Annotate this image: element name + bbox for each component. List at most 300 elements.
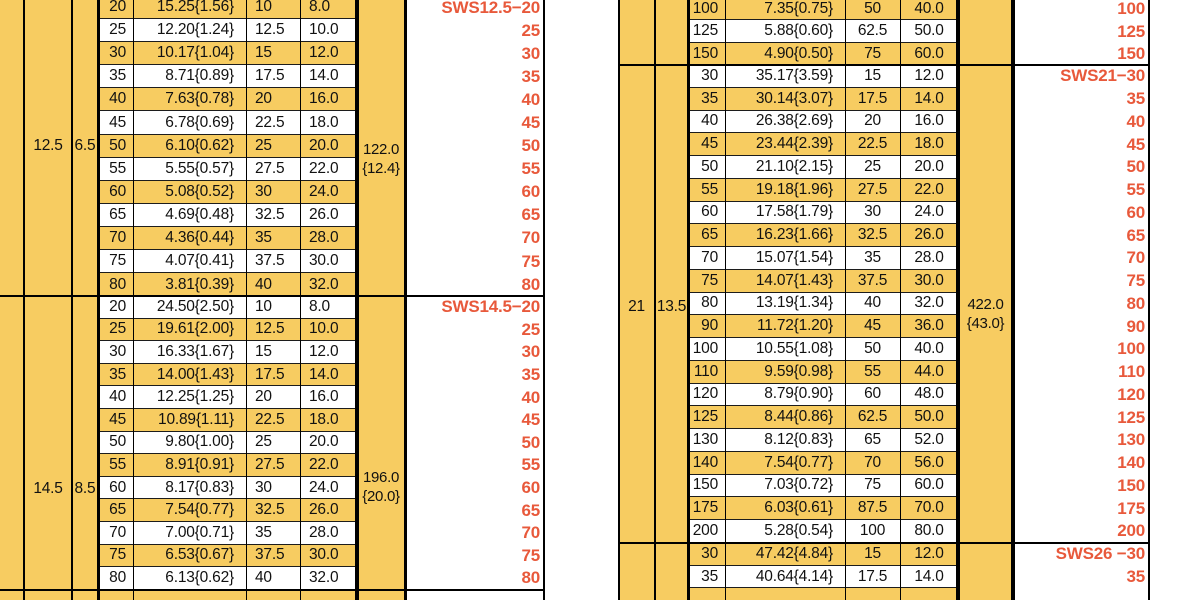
defl-cell: 37.5 (246, 545, 300, 568)
travel-cell: 22.0 (300, 158, 357, 181)
load-cell: 6.53{0.67} (133, 545, 246, 568)
len-cell: 55 (98, 158, 133, 181)
column-border-line (23, 0, 25, 600)
defl-cell: 65 (845, 429, 900, 452)
travel-cell: 20.0 (300, 135, 357, 158)
travel-cell: 56.0 (900, 452, 958, 475)
load-cell (725, 588, 845, 600)
travel-cell: 30.0 (900, 270, 958, 293)
travel-cell: 40.0 (900, 0, 958, 20)
travel-cell: 14.0 (300, 364, 357, 387)
load-cell: 6.10{0.62} (133, 135, 246, 158)
len-cell (98, 590, 133, 600)
travel-cell: 32.0 (900, 293, 958, 316)
load-cell: 4.69{0.48} (133, 204, 246, 227)
load-cell: 35.17{3.59} (725, 65, 845, 88)
defl-cell: 12.5 (246, 19, 300, 42)
part-number-cell: 150 (1013, 43, 1150, 65)
len-cell: 75 (98, 250, 133, 273)
part-number-cell: SWS26 −30 (1013, 543, 1150, 566)
len-cell: 35 (98, 65, 133, 88)
dia-cell (618, 543, 655, 600)
defl-cell (246, 590, 300, 600)
len-cell: 55 (688, 179, 725, 202)
defl-cell: 35 (845, 247, 900, 270)
load-cell: 40.64{4.14} (725, 566, 845, 589)
hole-value: 8.5 (74, 480, 96, 498)
part-number-cell: 150 (1013, 475, 1150, 498)
defl-cell: 25 (246, 432, 300, 455)
load-cell: 8.91{0.91} (133, 454, 246, 477)
len-cell (688, 588, 725, 600)
filler-cell (0, 296, 24, 590)
travel-cell: 50.0 (900, 406, 958, 429)
section-boundary-line (0, 295, 545, 298)
load-cell: 5.55{0.57} (133, 158, 246, 181)
part-number-cell: 55 (405, 454, 545, 477)
defl-cell: 15 (246, 42, 300, 65)
load-cell: 4.90{0.50} (725, 43, 845, 65)
table-section (0, 0, 545, 296)
part-number-cell: 50 (405, 135, 545, 158)
defl-cell (845, 588, 900, 600)
defl-cell: 27.5 (845, 179, 900, 202)
defl-cell: 27.5 (246, 158, 300, 181)
travel-cell: 28.0 (300, 227, 357, 250)
len-cell: 60 (98, 477, 133, 500)
travel-cell: 22.0 (300, 454, 357, 477)
part-number-cell: 125 (1013, 20, 1150, 42)
load-cell: 7.54{0.77} (725, 452, 845, 475)
load-cell: 10.55{1.08} (725, 338, 845, 361)
dia-value: 12.5 (33, 136, 63, 154)
travel-cell: 18.0 (300, 111, 357, 134)
part-number-cell: 80 (405, 273, 545, 296)
load-cell: 6.03{0.61} (725, 497, 845, 520)
load-cell: 8.17{0.83} (133, 477, 246, 500)
defl-cell: 50 (845, 0, 900, 20)
travel-cell: 22.0 (900, 179, 958, 202)
travel-cell: 8.0 (300, 0, 357, 19)
column-border-line (71, 0, 73, 600)
defl-cell: 75 (845, 475, 900, 498)
len-cell: 65 (98, 204, 133, 227)
part-number-cell: SWS12.5−20 (405, 0, 545, 19)
defl-cell: 30 (246, 181, 300, 204)
len-cell: 65 (688, 224, 725, 247)
dia-cell (24, 296, 72, 590)
travel-cell: 26.0 (900, 224, 958, 247)
part-number-cell (405, 590, 545, 600)
rate-kgf: {12.4} (362, 160, 400, 178)
defl-cell: 27.5 (246, 454, 300, 477)
len-cell: 100 (688, 338, 725, 361)
len-cell: 80 (98, 567, 133, 590)
travel-cell: 20.0 (300, 432, 357, 455)
load-cell: 8.44{0.86} (725, 406, 845, 429)
part-number-cell: 75 (1013, 270, 1150, 293)
load-cell: 7.54{0.77} (133, 499, 246, 522)
load-cell: 8.79{0.90} (725, 384, 845, 407)
table-section (618, 543, 1150, 600)
rate-cell (357, 590, 405, 600)
defl-cell: 20 (246, 88, 300, 111)
len-cell: 80 (688, 293, 725, 316)
len-cell: 55 (98, 454, 133, 477)
travel-cell: 12.0 (300, 341, 357, 364)
part-number-cell: 55 (1013, 179, 1150, 202)
part-number-cell: 70 (405, 522, 545, 545)
defl-cell: 32.5 (246, 204, 300, 227)
table-section (0, 590, 545, 600)
len-cell: 125 (688, 20, 725, 42)
travel-cell: 14.0 (900, 566, 958, 589)
part-number-cell: 90 (1013, 315, 1150, 338)
defl-cell: 10 (246, 0, 300, 19)
column-border-line (1148, 0, 1151, 600)
rate-newton: 422.0 (967, 296, 1004, 314)
len-cell: 60 (688, 202, 725, 225)
len-cell: 25 (98, 19, 133, 42)
load-cell: 15.25{1.56} (133, 0, 246, 19)
travel-cell: 50.0 (900, 20, 958, 42)
defl-cell: 75 (845, 43, 900, 65)
filler-cell (0, 0, 24, 296)
spec-table-right (618, 0, 1150, 600)
part-number-cell: 175 (1013, 497, 1150, 520)
len-cell: 200 (688, 520, 725, 543)
part-number-cell: 65 (1013, 224, 1150, 247)
load-rate-value (362, 469, 399, 507)
spec-table-left (0, 0, 545, 600)
len-cell: 150 (688, 43, 725, 65)
len-cell: 125 (688, 406, 725, 429)
travel-cell (300, 590, 357, 600)
defl-cell: 15 (845, 65, 900, 88)
part-number-cell: 40 (405, 386, 545, 409)
defl-cell: 17.5 (845, 88, 900, 111)
len-cell: 130 (688, 429, 725, 452)
travel-cell: 26.0 (300, 499, 357, 522)
rate-cell (357, 0, 405, 296)
len-cell: 70 (98, 522, 133, 545)
part-number-cell: 50 (405, 432, 545, 455)
column-border-line (956, 0, 961, 600)
load-cell: 6.78{0.69} (133, 111, 246, 134)
rate-kgf: {20.0} (362, 487, 400, 505)
defl-cell: 17.5 (246, 65, 300, 88)
travel-cell: 14.0 (900, 88, 958, 111)
part-number-cell: 65 (405, 204, 545, 227)
load-cell: 12.25{1.25} (133, 386, 246, 409)
load-cell: 16.33{1.67} (133, 341, 246, 364)
travel-cell: 26.0 (300, 204, 357, 227)
hole-cell (655, 65, 688, 543)
defl-cell: 17.5 (246, 364, 300, 387)
load-cell: 47.42{4.84} (725, 543, 845, 566)
defl-cell: 10 (246, 296, 300, 319)
load-cell: 15.07{1.54} (725, 247, 845, 270)
part-number-cell: 125 (1013, 406, 1150, 429)
defl-cell: 32.5 (845, 224, 900, 247)
part-number-cell: 130 (1013, 429, 1150, 452)
load-cell: 14.07{1.43} (725, 270, 845, 293)
part-number-cell: 35 (1013, 88, 1150, 111)
part-number-cell: 120 (1013, 384, 1150, 407)
dia-value: 21 (628, 298, 645, 316)
part-number-cell: 65 (405, 499, 545, 522)
defl-cell: 25 (845, 156, 900, 179)
len-cell: 150 (688, 475, 725, 498)
load-cell: 7.35{0.75} (725, 0, 845, 20)
rate-cell (357, 296, 405, 590)
load-cell: 3.81{0.39} (133, 273, 246, 296)
load-cell: 8.12{0.83} (725, 429, 845, 452)
len-cell: 50 (98, 135, 133, 158)
travel-cell: 32.0 (300, 273, 357, 296)
defl-cell: 37.5 (246, 250, 300, 273)
defl-cell: 25 (246, 135, 300, 158)
rate-newton: 196.0 (362, 469, 400, 487)
defl-cell: 20 (845, 111, 900, 134)
defl-cell: 40 (246, 567, 300, 590)
load-cell: 9.59{0.98} (725, 361, 845, 384)
travel-cell: 24.0 (900, 202, 958, 225)
load-rate-value (967, 296, 1004, 334)
len-cell: 20 (98, 0, 133, 19)
defl-cell: 15 (845, 543, 900, 566)
part-number-cell: 100 (1013, 0, 1150, 20)
defl-cell: 20 (246, 386, 300, 409)
load-cell: 26.38{2.69} (725, 111, 845, 134)
load-cell: 7.00{0.71} (133, 522, 246, 545)
dia-cell (24, 590, 72, 600)
load-cell: 21.10{2.15} (725, 156, 845, 179)
part-number-cell: 60 (405, 477, 545, 500)
defl-cell: 62.5 (845, 20, 900, 42)
part-number-cell: SWS21−30 (1013, 65, 1150, 88)
len-cell: 110 (688, 361, 725, 384)
table-section (618, 65, 1150, 543)
column-border-line (97, 0, 100, 600)
table-section (618, 0, 1150, 65)
len-cell: 40 (688, 111, 725, 134)
defl-cell: 22.5 (246, 409, 300, 432)
defl-cell: 30 (246, 477, 300, 500)
column-border-line (725, 0, 726, 600)
load-cell (133, 590, 246, 600)
travel-cell: 10.0 (300, 19, 357, 42)
len-cell: 40 (98, 88, 133, 111)
defl-cell: 45 (845, 315, 900, 338)
load-rate-value (362, 141, 399, 179)
travel-cell: 36.0 (900, 315, 958, 338)
section-boundary-line (0, 589, 545, 592)
len-cell: 20 (98, 296, 133, 319)
load-cell: 7.03{0.72} (725, 475, 845, 498)
travel-cell: 20.0 (900, 156, 958, 179)
part-number-cell: 40 (405, 88, 545, 111)
part-number-cell: 45 (405, 111, 545, 134)
hole-value: 13.5 (656, 298, 687, 316)
load-cell: 16.23{1.66} (725, 224, 845, 247)
travel-cell: 14.0 (300, 65, 357, 88)
travel-cell: 12.0 (900, 543, 958, 566)
part-number-cell: 70 (1013, 247, 1150, 270)
defl-cell: 32.5 (246, 499, 300, 522)
defl-cell: 35 (246, 227, 300, 250)
load-cell: 10.89{1.11} (133, 409, 246, 432)
travel-cell: 48.0 (900, 384, 958, 407)
part-number-cell: SWS14.5−20 (405, 296, 545, 319)
len-cell: 35 (688, 566, 725, 589)
column-border-line (900, 0, 901, 600)
part-number-cell: 80 (405, 567, 545, 590)
column-border-line (246, 0, 247, 600)
len-cell: 70 (688, 247, 725, 270)
len-cell: 70 (98, 227, 133, 250)
load-cell: 9.80{1.00} (133, 432, 246, 455)
hole-cell (655, 543, 688, 600)
defl-cell: 15 (246, 341, 300, 364)
len-cell: 80 (98, 273, 133, 296)
column-border-line (404, 0, 407, 600)
column-border-line (618, 0, 620, 600)
defl-cell: 22.5 (845, 133, 900, 156)
load-cell: 19.61{2.00} (133, 319, 246, 342)
travel-cell: 12.0 (900, 65, 958, 88)
len-cell: 65 (98, 499, 133, 522)
section-boundary-line (618, 542, 1150, 545)
len-cell: 45 (688, 133, 725, 156)
part-number-cell: 35 (1013, 566, 1150, 589)
defl-cell: 100 (845, 520, 900, 543)
len-cell: 45 (98, 409, 133, 432)
len-cell: 60 (98, 181, 133, 204)
column-border-line (355, 0, 360, 600)
len-cell: 90 (688, 315, 725, 338)
dia-value: 14.5 (33, 480, 63, 498)
part-number-cell: 110 (1013, 361, 1150, 384)
len-cell: 30 (688, 543, 725, 566)
part-number-cell: 100 (1013, 338, 1150, 361)
load-cell: 4.07{0.41} (133, 250, 246, 273)
travel-cell: 32.0 (300, 567, 357, 590)
defl-cell: 35 (246, 522, 300, 545)
dia-cell (618, 65, 655, 543)
part-number-cell: 30 (405, 42, 545, 65)
load-cell: 30.14{3.07} (725, 88, 845, 111)
column-border-line (845, 0, 846, 600)
rate-newton: 122.0 (362, 141, 400, 159)
travel-cell: 18.0 (900, 133, 958, 156)
defl-cell: 37.5 (845, 270, 900, 293)
len-cell: 25 (98, 319, 133, 342)
travel-cell: 10.0 (300, 319, 357, 342)
defl-cell: 40 (246, 273, 300, 296)
column-border-line (687, 0, 690, 600)
travel-cell: 30.0 (300, 545, 357, 568)
part-number-cell: 55 (405, 158, 545, 181)
part-number-cell: 70 (405, 227, 545, 250)
part-number-cell (1013, 588, 1150, 600)
travel-cell: 80.0 (900, 520, 958, 543)
defl-cell: 30 (845, 202, 900, 225)
rate-cell (958, 0, 1013, 65)
defl-cell: 70 (845, 452, 900, 475)
defl-cell: 50 (845, 338, 900, 361)
part-number-cell: 60 (405, 181, 545, 204)
part-number-cell: 75 (405, 250, 545, 273)
part-number-cell: 140 (1013, 452, 1150, 475)
travel-cell: 60.0 (900, 43, 958, 65)
part-number-cell: 75 (405, 545, 545, 568)
travel-cell: 60.0 (900, 475, 958, 498)
part-number-cell: 80 (1013, 293, 1150, 316)
load-cell: 5.88{0.60} (725, 20, 845, 42)
len-cell: 75 (688, 270, 725, 293)
len-cell: 35 (98, 364, 133, 387)
column-border-line (1011, 0, 1016, 600)
len-cell: 30 (98, 341, 133, 364)
defl-cell: 12.5 (246, 319, 300, 342)
len-cell: 50 (98, 432, 133, 455)
load-cell: 23.44{2.39} (725, 133, 845, 156)
travel-cell: 52.0 (900, 429, 958, 452)
hole-cell (72, 590, 98, 600)
travel-cell: 70.0 (900, 497, 958, 520)
part-number-cell: 30 (405, 341, 545, 364)
column-border-line (543, 0, 546, 600)
travel-cell: 18.0 (300, 409, 357, 432)
table-section (0, 296, 545, 590)
load-cell: 7.63{0.78} (133, 88, 246, 111)
load-cell: 8.71{0.89} (133, 65, 246, 88)
defl-cell: 55 (845, 361, 900, 384)
rate-kgf: {43.0} (966, 314, 1005, 332)
defl-cell: 87.5 (845, 497, 900, 520)
travel-cell: 40.0 (900, 338, 958, 361)
part-number-cell: 25 (405, 19, 545, 42)
defl-cell: 22.5 (246, 111, 300, 134)
len-cell: 120 (688, 384, 725, 407)
len-cell: 50 (688, 156, 725, 179)
rate-cell (958, 543, 1013, 600)
len-cell: 45 (98, 111, 133, 134)
load-cell: 13.19{1.34} (725, 293, 845, 316)
column-border-line (654, 0, 656, 600)
load-cell: 6.13{0.62} (133, 567, 246, 590)
part-number-cell: 60 (1013, 202, 1150, 225)
part-number-cell: 200 (1013, 520, 1150, 543)
load-cell: 5.28{0.54} (725, 520, 845, 543)
load-cell: 17.58{1.79} (725, 202, 845, 225)
travel-cell: 16.0 (300, 386, 357, 409)
travel-cell: 24.0 (300, 181, 357, 204)
load-cell: 5.08{0.52} (133, 181, 246, 204)
part-number-cell: 50 (1013, 156, 1150, 179)
travel-cell: 16.0 (900, 111, 958, 134)
travel-cell: 30.0 (300, 250, 357, 273)
defl-cell: 60 (845, 384, 900, 407)
load-cell: 19.18{1.96} (725, 179, 845, 202)
part-number-cell: 40 (1013, 111, 1150, 134)
travel-cell: 12.0 (300, 42, 357, 65)
column-border-line (300, 0, 301, 600)
filler-cell (0, 590, 24, 600)
dia-cell (24, 0, 72, 296)
load-cell: 24.50{2.50} (133, 296, 246, 319)
